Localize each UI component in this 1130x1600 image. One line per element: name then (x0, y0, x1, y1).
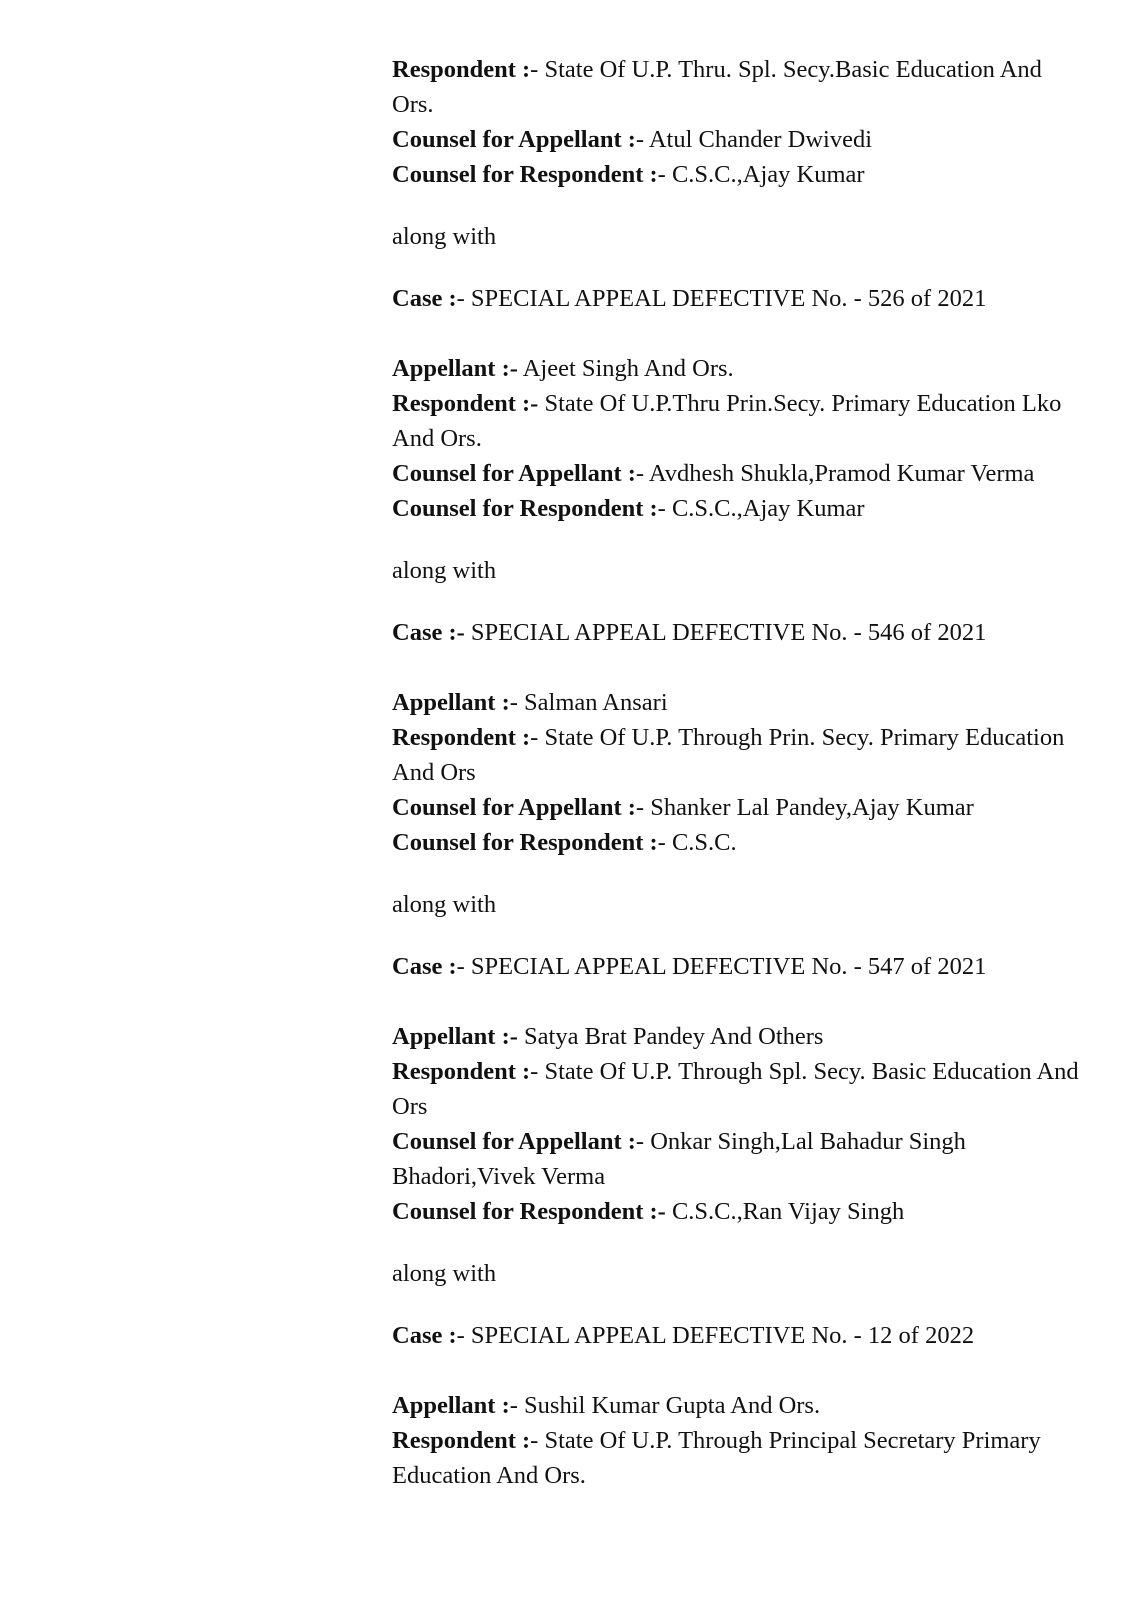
along-with-text: along with (392, 891, 497, 918)
case-label: Case : (392, 285, 457, 312)
appellant-label: Appellant : (392, 1392, 510, 1419)
case-label: Case : (392, 1322, 457, 1349)
respondent-label: Respondent : (392, 724, 531, 751)
counsel-respondent-value: C.S.C.,Ran Vijay Singh (665, 1198, 905, 1225)
case-listing (392, 52, 1082, 1493)
case-line (392, 949, 1082, 984)
respondent-line (392, 1054, 1082, 1124)
appellant-label: Appellant :- (392, 1023, 518, 1050)
appellant-line (392, 1388, 1082, 1423)
counsel-appellant-label: Counsel for Appellant : (392, 1128, 636, 1155)
case-block (392, 949, 1082, 1229)
counsel-appellant-label: Counsel for Appellant : (392, 794, 636, 821)
counsel-respondent-label: Counsel for Respondent : (392, 829, 658, 856)
counsel-respondent-line (392, 1194, 1082, 1229)
counsel-appellant-line (392, 1124, 1082, 1194)
along-with-text: along with (392, 1260, 497, 1287)
respondent-value: - State Of U.P. Through Spl. Secy. Basic Education And Ors (392, 1058, 1079, 1120)
appellant-value: - Sushil Kumar Gupta And Ors. (509, 1392, 821, 1419)
respondent-label: Respondent : (392, 56, 531, 83)
counsel-appellant-line (392, 456, 1082, 491)
respondent-label: Respondent :- (392, 390, 539, 417)
counsel-respondent-value: - C.S.C.,Ajay Kumar (657, 161, 865, 188)
case-block-continued (392, 52, 1082, 192)
respondent-value: - State Of U.P. Through Principal Secretary Primary Education And Ors. (392, 1427, 1041, 1489)
counsel-appellant-value: - Avdhesh Shukla,Pramod Kumar Verma (635, 460, 1035, 487)
case-value: - SPECIAL APPEAL DEFECTIVE No. - 12 of 2022 (456, 1322, 975, 1349)
case-value: - SPECIAL APPEAL DEFECTIVE No. - 526 of 2021 (456, 285, 987, 312)
counsel-appellant-value: - Atul Chander Dwivedi (635, 126, 873, 153)
appellant-line (392, 351, 1082, 386)
case-label: Case : (392, 953, 457, 980)
counsel-respondent-label: Counsel for Respondent : (392, 161, 658, 188)
case-block (392, 615, 1082, 860)
respondent-value: State Of U.P.Thru Prin.Secy. Primary Education Lko And Ors. (392, 390, 1062, 452)
appellant-label: Appellant : (392, 689, 510, 716)
respondent-value: - State Of U.P. Through Prin. Secy. Primary Education And Ors (392, 724, 1065, 786)
counsel-appellant-value: - Onkar Singh,Lal Bahadur Singh Bhadori,Vivek Verma (392, 1128, 966, 1190)
appellant-value: Satya Brat Pandey And Others (517, 1023, 824, 1050)
respondent-line (392, 720, 1082, 790)
respondent-line (392, 386, 1082, 456)
counsel-appellant-label: Counsel for Appellant : (392, 460, 636, 487)
respondent-line (392, 1423, 1082, 1493)
respondent-value: - State Of U.P. Thru. Spl. Secy.Basic Education And Ors. (392, 56, 1042, 118)
counsel-appellant-value: - Shanker Lal Pandey,Ajay Kumar (635, 794, 974, 821)
counsel-appellant-label: Counsel for Appellant : (392, 126, 636, 153)
counsel-appellant-line (392, 790, 1082, 825)
case-value: SPECIAL APPEAL DEFECTIVE No. - 546 of 2021 (464, 619, 987, 646)
along-with-text: along with (392, 557, 497, 584)
counsel-respondent-line (392, 491, 1082, 526)
counsel-respondent-value: - C.S.C.,Ajay Kumar (657, 495, 865, 522)
case-block (392, 281, 1082, 526)
case-label: Case :- (392, 619, 465, 646)
case-block (392, 1318, 1082, 1493)
case-line (392, 281, 1082, 316)
counsel-respondent-label: Counsel for Respondent : (392, 495, 658, 522)
appellant-line (392, 685, 1082, 720)
respondent-label: Respondent : (392, 1427, 531, 1454)
counsel-respondent-label: Counsel for Respondent :- (392, 1198, 666, 1225)
respondent-label: Respondent : (392, 1058, 531, 1085)
counsel-respondent-line (392, 157, 1082, 192)
counsel-respondent-line (392, 825, 1082, 860)
case-line (392, 615, 1082, 650)
appellant-line (392, 1019, 1082, 1054)
respondent-line (392, 52, 1082, 122)
case-line (392, 1318, 1082, 1353)
counsel-appellant-line (392, 122, 1082, 157)
appellant-label: Appellant :- (392, 355, 518, 382)
appellant-value: Ajeet Singh And Ors. (517, 355, 734, 382)
appellant-value: - Salman Ansari (509, 689, 668, 716)
counsel-respondent-value: - C.S.C. (657, 829, 737, 856)
along-with-text: along with (392, 223, 497, 250)
case-value: - SPECIAL APPEAL DEFECTIVE No. - 547 of 2021 (456, 953, 987, 980)
